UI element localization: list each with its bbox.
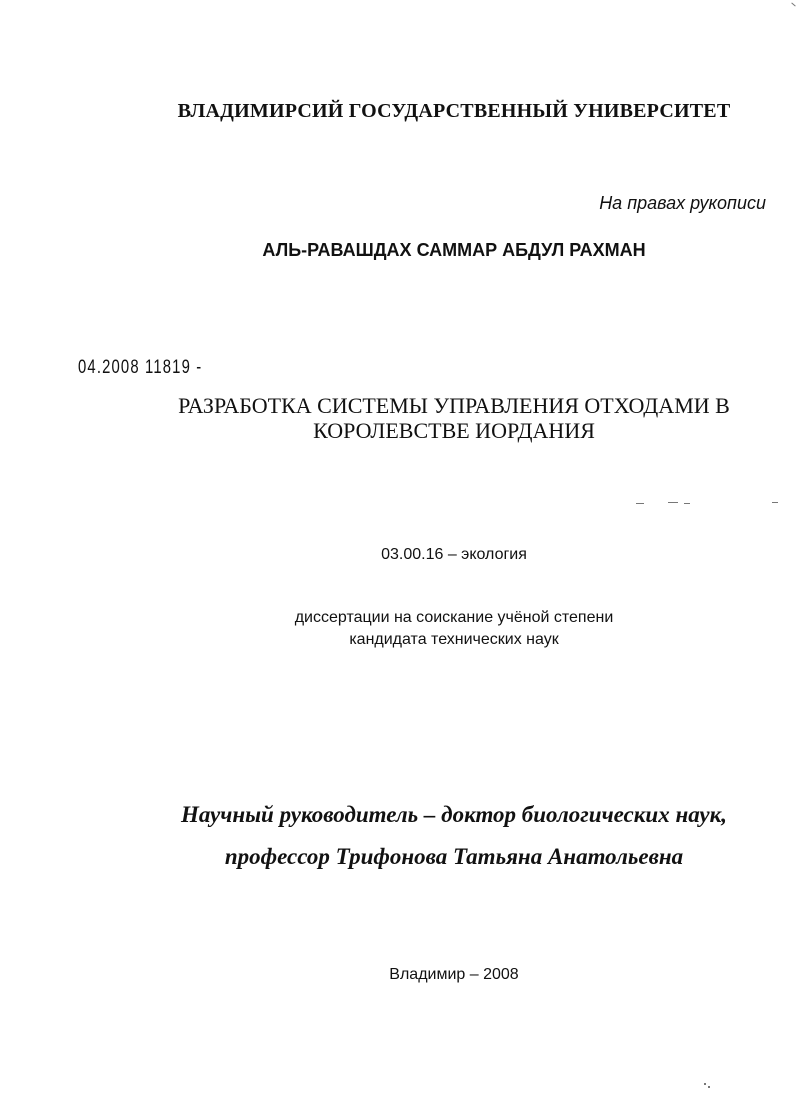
author-name: АЛЬ-РАВАШДАХ САММАР АБДУЛ РАХМАН xyxy=(262,240,646,260)
scan-speck xyxy=(704,1083,706,1085)
specialty-code: 03.00.16 – экология xyxy=(381,546,527,563)
scan-speck xyxy=(708,1086,710,1088)
degree-line-1: диссертации на соискание учёной степени xyxy=(294,609,614,626)
dissertation-title-line-1: РАЗРАБОТКА СИСТЕМЫ УПРАВЛЕНИЯ ОТХОДАМИ В xyxy=(178,393,730,418)
scan-speck xyxy=(636,503,644,504)
manuscript-note: На правах рукописи xyxy=(599,193,766,213)
city-year: Владимир – 2008 xyxy=(389,966,519,983)
degree-line-2: кандидата технических наук xyxy=(349,631,559,648)
scan-speck xyxy=(791,3,795,7)
dissertation-title-line-2: КОРОЛЕВСТВЕ ИОРДАНИЯ xyxy=(313,418,595,443)
scan-speck xyxy=(772,502,778,503)
supervisor-line-1: Научный руководитель – доктор биологических наук, xyxy=(180,802,728,827)
scan-speck xyxy=(668,502,678,503)
archive-stamp: 04.2008 11819 - xyxy=(78,357,203,378)
scan-speck xyxy=(684,503,690,504)
university-name: ВЛАДИМИРСИЙ ГОСУДАРСТВЕННЫЙ УНИВЕРСИТЕТ xyxy=(177,100,731,122)
supervisor-line-2: профессор Трифонова Татьяна Анатольевна xyxy=(224,844,684,869)
